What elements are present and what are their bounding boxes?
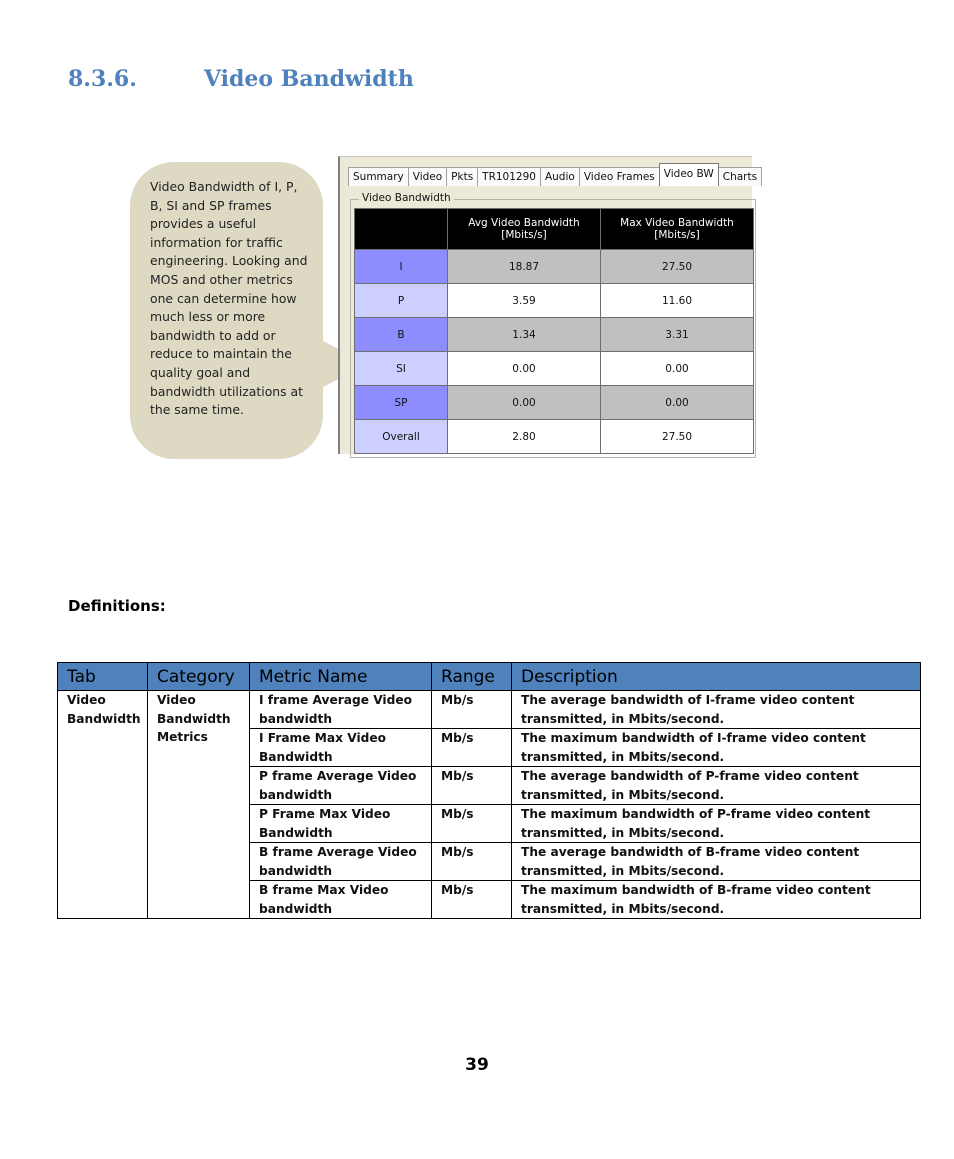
metric-name-cell: I frame Average Video bandwidth bbox=[250, 691, 432, 729]
header-category: Category bbox=[148, 663, 250, 691]
callout-text: Video Bandwidth of I, P, B, SI and SP frames provides a useful information for traffic engineering. Looking and MOS and other metrics one can determine how much less or more bandwidth to add or reduce to maintain the quality goal and bandwidth utilizations at the same time. bbox=[150, 179, 308, 418]
grid-row-si bbox=[355, 352, 754, 386]
header-description: Description bbox=[512, 663, 921, 691]
max-value: 27.50 bbox=[601, 250, 754, 284]
metric-name-cell: B frame Max Video bandwidth bbox=[250, 881, 432, 919]
category-cell: Video Bandwidth Metrics bbox=[148, 691, 250, 919]
avg-value: 1.34 bbox=[448, 318, 601, 352]
description-cell: The maximum bandwidth of B-frame video content transmitted, in Mbits/second. bbox=[512, 881, 921, 919]
range-cell: Mb/s bbox=[432, 767, 512, 805]
max-value: 0.00 bbox=[601, 352, 754, 386]
max-value: 27.50 bbox=[601, 420, 754, 454]
row-label: Overall bbox=[355, 420, 448, 454]
header-tab: Tab bbox=[58, 663, 148, 691]
definitions-label: Definitions: bbox=[68, 597, 166, 615]
metric-name-cell: B frame Average Video bandwidth bbox=[250, 843, 432, 881]
tab-cell: Video Bandwidth bbox=[58, 691, 148, 919]
row-label: I bbox=[355, 250, 448, 284]
tab-video-bw[interactable]: Video BW bbox=[659, 163, 719, 186]
avg-bandwidth-header: Avg Video Bandwidth [Mbits/s] bbox=[448, 209, 601, 250]
description-cell: The average bandwidth of B-frame video content transmitted, in Mbits/second. bbox=[512, 843, 921, 881]
description-cell: The maximum bandwidth of I-frame video content transmitted, in Mbits/second. bbox=[512, 729, 921, 767]
tab-video-frames[interactable]: Video Frames bbox=[579, 167, 660, 186]
grid-corner-cell bbox=[355, 209, 448, 250]
definitions-table bbox=[57, 662, 921, 919]
tab-strip bbox=[348, 163, 761, 185]
tab-video[interactable]: Video bbox=[408, 167, 447, 186]
max-value: 11.60 bbox=[601, 284, 754, 318]
range-cell: Mb/s bbox=[432, 843, 512, 881]
grid-row-sp bbox=[355, 386, 754, 420]
table-row bbox=[58, 691, 921, 729]
definitions-header-row bbox=[58, 663, 921, 691]
video-bandwidth-grid bbox=[354, 208, 754, 454]
row-label: SI bbox=[355, 352, 448, 386]
metric-name-cell: I Frame Max Video Bandwidth bbox=[250, 729, 432, 767]
tab-summary[interactable]: Summary bbox=[348, 167, 409, 186]
max-value: 0.00 bbox=[601, 386, 754, 420]
row-label: P bbox=[355, 284, 448, 318]
description-cell: The average bandwidth of P-frame video content transmitted, in Mbits/second. bbox=[512, 767, 921, 805]
row-label: SP bbox=[355, 386, 448, 420]
avg-value: 3.59 bbox=[448, 284, 601, 318]
grid-row-b bbox=[355, 318, 754, 352]
metric-name-cell: P Frame Max Video Bandwidth bbox=[250, 805, 432, 843]
section-number: 8.3.6. bbox=[68, 66, 137, 92]
tab-audio[interactable]: Audio bbox=[540, 167, 580, 186]
range-cell: Mb/s bbox=[432, 691, 512, 729]
avg-value: 2.80 bbox=[448, 420, 601, 454]
max-value: 3.31 bbox=[601, 318, 754, 352]
tab-charts[interactable]: Charts bbox=[718, 167, 762, 186]
range-cell: Mb/s bbox=[432, 881, 512, 919]
max-bandwidth-header: Max Video Bandwidth [Mbits/s] bbox=[601, 209, 754, 250]
tab-tr101290[interactable]: TR101290 bbox=[477, 167, 541, 186]
page-number: 39 bbox=[465, 1055, 489, 1075]
grid-row-overall bbox=[355, 420, 754, 454]
header-metric-name: Metric Name bbox=[250, 663, 432, 691]
tab-pkts[interactable]: Pkts bbox=[446, 167, 478, 186]
description-cell: The maximum bandwidth of P-frame video content transmitted, in Mbits/second. bbox=[512, 805, 921, 843]
avg-value: 0.00 bbox=[448, 352, 601, 386]
range-cell: Mb/s bbox=[432, 805, 512, 843]
grid-row-p bbox=[355, 284, 754, 318]
avg-value: 0.00 bbox=[448, 386, 601, 420]
grid-header-row bbox=[355, 209, 754, 250]
groupbox-label: Video Bandwidth bbox=[359, 192, 454, 204]
section-heading bbox=[68, 66, 414, 92]
grid-row-i bbox=[355, 250, 754, 284]
video-bandwidth-panel-screenshot bbox=[338, 156, 758, 454]
section-title: Video Bandwidth bbox=[204, 66, 414, 92]
metric-name-cell: P frame Average Video bandwidth bbox=[250, 767, 432, 805]
avg-value: 18.87 bbox=[448, 250, 601, 284]
description-cell: The average bandwidth of I-frame video content transmitted, in Mbits/second. bbox=[512, 691, 921, 729]
row-label: B bbox=[355, 318, 448, 352]
header-range: Range bbox=[432, 663, 512, 691]
range-cell: Mb/s bbox=[432, 729, 512, 767]
